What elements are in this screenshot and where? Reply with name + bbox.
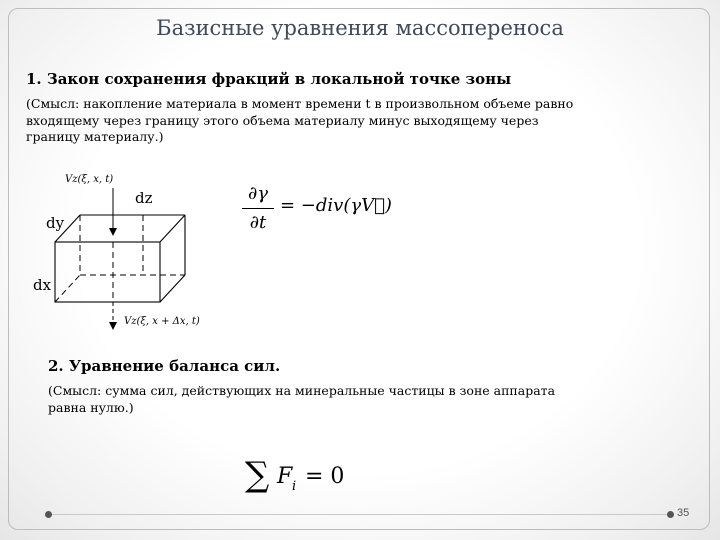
eq1-denominator: ∂t bbox=[249, 212, 267, 233]
equation-conservation bbox=[240, 183, 400, 243]
footer-divider bbox=[48, 514, 670, 515]
slide-title: Базисные уравнения массопереноса bbox=[156, 16, 564, 40]
label-dx: dx bbox=[33, 276, 52, 294]
section2-explanation: (Смысл: сумма сил, действующих на минеральные частицы в зоне аппарата равна нулю.) bbox=[48, 383, 556, 415]
page-number: 35 bbox=[677, 507, 690, 519]
eq1-rhs: = −div(γV⃗) bbox=[280, 195, 392, 216]
eq1-fraction-bar bbox=[242, 208, 274, 209]
eq2-sum-symbol: ∑ bbox=[245, 455, 270, 495]
footer-right-dot bbox=[667, 511, 674, 518]
equation-force-balance bbox=[245, 455, 365, 505]
eq1-numerator: ∂γ bbox=[247, 183, 269, 204]
section1-explanation: (Смысл: накопление материала в момент времени t в произвольном объеме равно входящему через границу этого объема материалу минус выходящему через границу материалу.) bbox=[26, 96, 574, 144]
label-dy: dy bbox=[46, 214, 65, 232]
bottom-flux-label: Vz(ξ, x + Δx, t) bbox=[124, 316, 200, 327]
eq2-subscript: i bbox=[292, 479, 297, 494]
section2-heading: 2. Уравнение баланса сил. bbox=[48, 357, 281, 375]
section1-heading: 1. Закон сохранения фракций в локальной точке зоны bbox=[26, 70, 512, 88]
label-dz: dz bbox=[135, 189, 153, 207]
eq2-rhs: = 0 bbox=[305, 464, 345, 489]
footer-left-dot bbox=[45, 511, 52, 518]
eq2-term: F bbox=[277, 464, 293, 489]
top-flux-label: Vz(ξ, x, t) bbox=[65, 174, 114, 185]
